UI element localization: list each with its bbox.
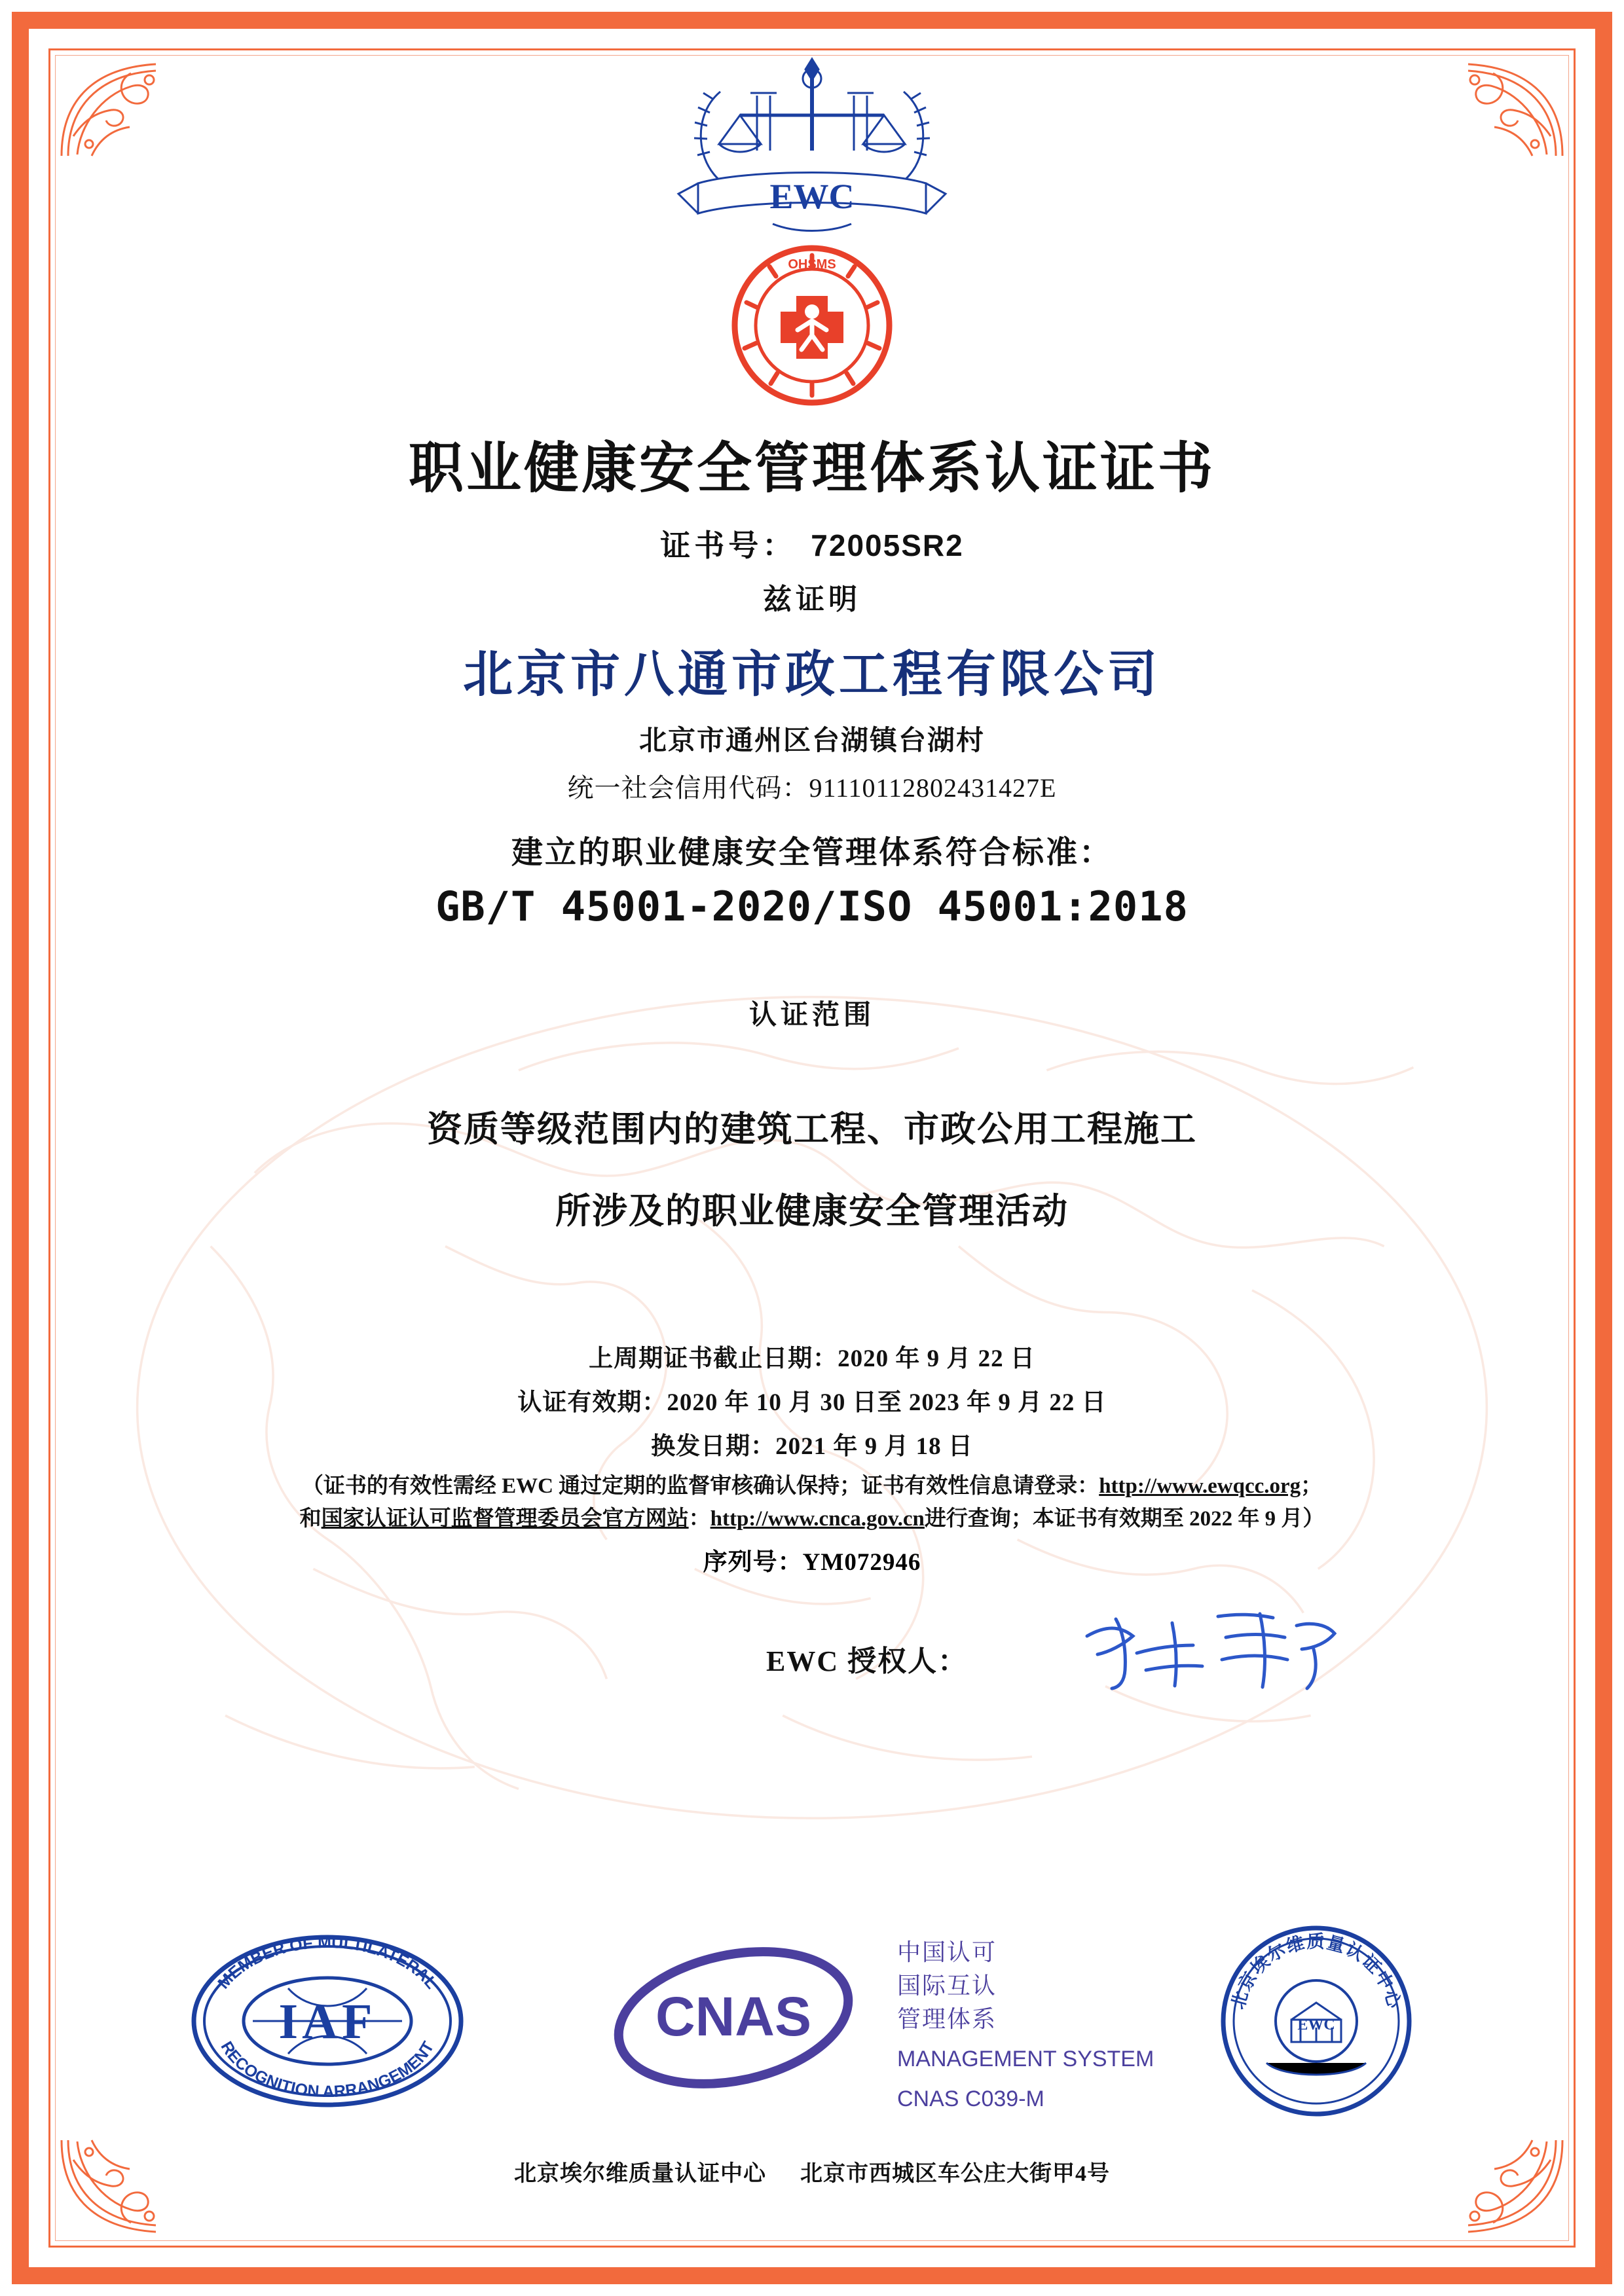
cnca-url[interactable]: http://www.cnca.gov.cn	[710, 1506, 925, 1531]
cnas-logo-icon	[609, 1936, 858, 2100]
ewqcc-url[interactable]: http://www.ewqcc.org	[1099, 1474, 1301, 1498]
conformance-text: 建立的职业健康安全管理体系符合标准：	[511, 835, 1113, 870]
note-text-d: ：	[688, 1506, 710, 1531]
company-name: 北京市八通市政工程有限公司	[463, 645, 1161, 703]
cnas-caption	[897, 1936, 1154, 2116]
footer-address: 北京市西城区车公庄大街甲4号	[800, 2162, 1110, 2186]
ewc-seal-top-text: 北京埃尔维质量认证中心	[1228, 1932, 1405, 2012]
validity-note-line1	[79, 1470, 1545, 1503]
signature-icon	[1074, 1597, 1349, 1695]
cnas-cn-line: 中国认可	[897, 1939, 997, 1966]
validity-dates	[79, 1338, 1545, 1461]
footer	[79, 2155, 1545, 2187]
cnas-cn-line: 国际互认	[897, 1973, 997, 2000]
iaf-text: IAF	[278, 1994, 377, 2049]
iaf-logo-icon	[190, 1929, 465, 2113]
cnas-cn-line: 管理体系	[897, 2006, 997, 2033]
scope-line: 资质等级范围内的建筑工程、市政公用工程施工	[427, 1108, 1197, 1150]
validity-note-line2	[79, 1503, 1545, 1536]
scope-body	[79, 1101, 1545, 1233]
footer-org: 北京埃尔维质量认证中心	[514, 2162, 766, 2186]
certificate-content	[79, 52, 1545, 2244]
reissue-date: 换发日期：2021 年 9 月 18 日	[651, 1433, 973, 1460]
cnas-text: CNAS	[655, 1986, 812, 2047]
hereby-certify-text: 兹证明	[763, 583, 861, 615]
ewc-crest-icon	[642, 52, 982, 249]
authorizer-row	[79, 1603, 1545, 1702]
scope-line: 所涉及的职业健康安全管理活动	[555, 1190, 1069, 1231]
previous-cycle-end-date: 上周期证书截止日期：2020 年 9 月 22 日	[589, 1345, 1035, 1372]
cnas-code: CNAS C039-M	[897, 2086, 1044, 2112]
standard-reference: GB/T 45001-2020/ISO 45001:2018	[435, 883, 1189, 930]
serial-number-value: YM072946	[802, 1549, 921, 1576]
svg-text:北京埃尔维质量认证中心	[1228, 1932, 1405, 2012]
svg-text:MEMBER OF MULTILATERAL	[214, 1933, 441, 1992]
note-text-c: 和	[299, 1506, 322, 1531]
validity-period: 认证有效期：2020 年 10 月 30 日至 2023 年 9 月 22 日	[517, 1389, 1107, 1416]
certificate-number-value: 72005SR2	[811, 528, 964, 562]
validity-note	[79, 1470, 1545, 1535]
cnca-org-name: 国家认证认可监督管理委员会官方网站	[321, 1506, 689, 1531]
certificate-number-label: 证书号：	[660, 529, 797, 562]
scope-label: 认证范围	[748, 1000, 875, 1030]
iaf-bottom-text: RECOGNITION ARRANGEMENT	[217, 2038, 438, 2102]
certificate-number-row	[79, 522, 1545, 565]
accreditation-logos	[79, 1916, 1545, 2132]
note-text-e: 进行查询；本证书有效期至 2022 年 9 月）	[924, 1506, 1325, 1531]
note-text-b: ；	[1301, 1474, 1323, 1498]
serial-number-row	[79, 1542, 1545, 1577]
cnas-en-line: MANAGEMENT SYSTEM	[897, 2047, 1154, 2072]
ewc-seal-icon	[1218, 1923, 1414, 2119]
credit-code: 统一社会信用代码：91110112802431427E	[567, 773, 1057, 803]
ewc-seal-center-text: EWC	[1297, 2016, 1335, 2033]
authorizer-label: EWC 授权人：	[766, 1645, 969, 1677]
crest-text: EWC	[769, 177, 855, 216]
serial-number-label: 序列号：	[703, 1549, 803, 1576]
company-address: 北京市通州区台湖镇台湖村	[638, 726, 985, 756]
ohsms-seal-icon	[730, 244, 894, 407]
page-title: 职业健康安全管理体系认证证书	[408, 436, 1215, 500]
iaf-top-text: MEMBER OF MULTILATERAL	[214, 1933, 441, 1993]
ohsms-seal-text: OHSMS	[788, 257, 836, 272]
note-text-a: （证书的有效性需经 EWC 通过定期的监督审核确认保持；证书有效性信息请登录：	[301, 1474, 1099, 1498]
